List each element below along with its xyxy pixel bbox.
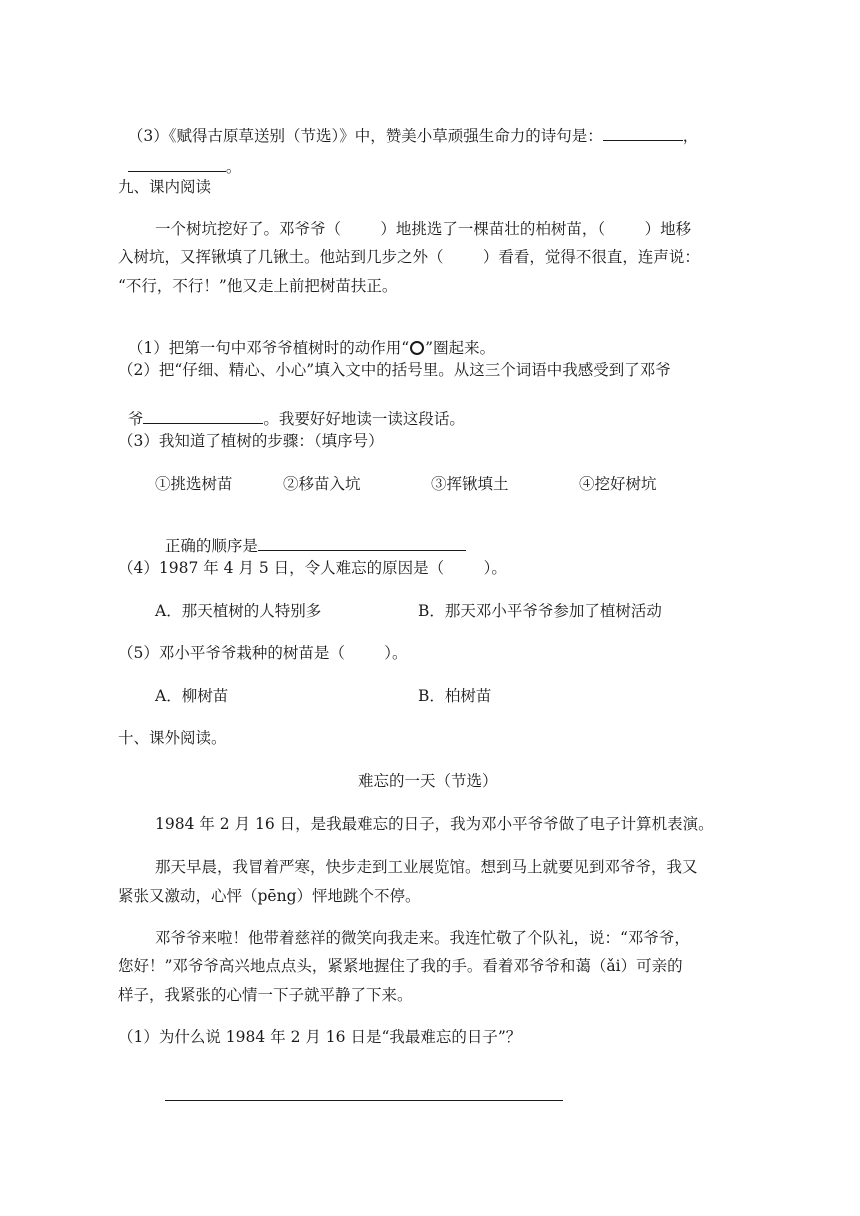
answer-blank[interactable] [165,1086,563,1101]
q9-3: （3）我知道了植树的步骤：（填序号） [118,432,384,450]
passage-10-line: 紧张又激动，心怦（pēng）怦地跳个不停。 [118,887,421,905]
q10-1: （1）为什么说 1984 年 2 月 16 日是“我最难忘的日子”？ [118,1028,522,1046]
q8-3-text: （3）《赋得古原草送别（节选）》中，赞美小草顽强生命力的诗句是： [127,127,603,145]
passage-10-line: 邓爷爷来啦！他带着慈祥的微笑向我走来。我连忙敬了个队礼，说：“邓爷爷， [155,929,690,947]
option-b[interactable]: B．柏树苗 [418,687,492,705]
answer-blank[interactable] [603,126,683,141]
q9-4: （4）1987 年 4 月 5 日，令人难忘的原因是（ ）。 [118,559,507,577]
answer-blank[interactable] [128,157,226,172]
q9-3-order: 正确的顺序是 [155,516,466,556]
answer-blank[interactable] [143,409,263,424]
step-item: ①挑选树苗 [155,475,233,493]
circle-icon [410,341,424,355]
step-item: ④挖好树坑 [579,475,657,493]
passage-title: 难忘的一天（节选） [358,772,498,790]
passage-10-line: 1984 年 2 月 16 日，是我最难忘的日子，我为邓小平爷爷做了电子计算机表演。 [155,815,714,833]
option-a[interactable]: A．柳树苗 [155,687,229,705]
passage-10-line: 样子，我紧张的心情一下子就平静了下来。 [118,986,413,1004]
q9-2-line2: 爷 。我要好好地读一读这段话。 [127,410,465,428]
passage-9-line: 一个树坑挖好了。邓爷爷（ ）地挑选了一棵苗壮的柏树苗，（ ）地移 [155,220,692,238]
passage-9-line: 入树坑，又挥锹填了几锹土。他站到几步之外（ ）看看，觉得不很直，连声说： [118,248,700,266]
option-b[interactable]: B．那天邓小平爷爷参加了植树活动 [418,602,662,620]
step-item: ③挥锹填土 [431,475,509,493]
section-10-heading: 十、课外阅读。 [118,729,227,747]
q9-2-line1: （2）把“仔细、精心、小心”填入文中的括号里。从这三个词语中我感受到了邓爷 [118,361,671,379]
q10-1-answer [155,1066,563,1106]
q8-3-line1: （3）《赋得古原草送别（节选）》中，赞美小草顽强生命力的诗句是： ， [127,127,699,145]
q8-3-line2: 。 [118,137,241,177]
section-9-heading: 九、课内阅读 [118,178,212,196]
option-a[interactable]: A．那天植树的人特别多 [155,602,322,620]
passage-10-line: 您好！”邓爷爷高兴地点点头，紧紧地握住了我的手。看着邓爷爷和蔼（ǎi）可亲的 [118,957,683,975]
q9-1: （1）把第一句中邓爷爷植树时的动作用“ ”圈起来。 [127,339,496,357]
passage-9-line: “不行，不行！”他又走上前把树苗扶正。 [118,277,398,295]
step-item: ②移苗入坑 [283,475,361,493]
passage-10-line: 那天早晨，我冒着严寒，快步走到工业展览馆。想到马上就要见到邓爷爷，我又 [155,858,698,876]
answer-blank[interactable] [258,536,466,551]
q9-5: （5）邓小平爷爷栽种的树苗是（ ）。 [118,644,408,662]
